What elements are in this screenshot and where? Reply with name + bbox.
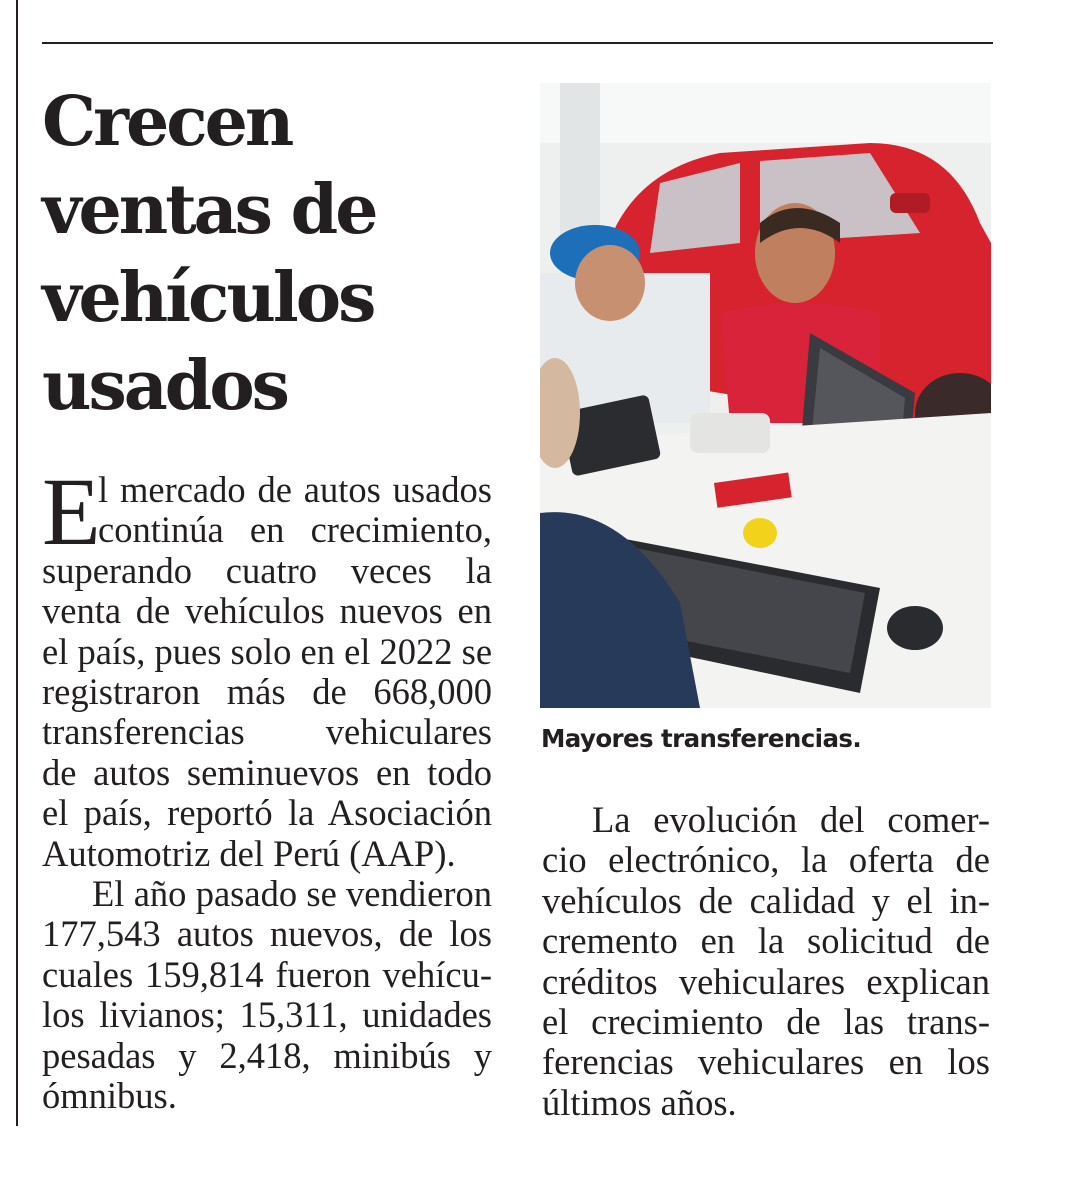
dealership-photo-illustration (540, 83, 991, 708)
text-line: ómnibus. (42, 1075, 177, 1117)
body-column-right (542, 800, 990, 1123)
text-line: el crecimiento de las trans- (542, 1001, 990, 1043)
paragraph-sales (42, 874, 492, 1116)
text-line: venta de vehículos nuevos en (42, 590, 492, 632)
text-line: pesadas y 2,418, minibús y (42, 1034, 492, 1076)
text-line: cio electrónico, la oferta de (542, 839, 990, 881)
headline-line: vehículos (42, 258, 374, 338)
text-line: ferencias vehiculares en los (542, 1041, 990, 1083)
article-photo (540, 83, 991, 708)
text-line: transferencias vehiculares (42, 711, 492, 753)
drop-cap: E (42, 458, 101, 565)
headline-line: usados (42, 346, 287, 426)
paragraph-drivers (542, 800, 990, 1123)
text-line: continúa en crecimiento, (98, 509, 492, 551)
photo-caption: Mayores transferencias. (541, 724, 862, 753)
text-line: registraron más de 668,000 (42, 671, 492, 713)
text-line: Automotriz del Perú (AAP). (42, 832, 456, 874)
paragraph-intro (42, 458, 493, 874)
section-rule-horizontal (42, 42, 993, 44)
text-line: vehículos de calidad y el in- (542, 879, 990, 921)
text-line: el país, reportó la Asociación (42, 792, 492, 834)
headline-line: Crecen (42, 82, 292, 162)
text-line: l mercado de autos usados (98, 469, 492, 510)
headline (42, 78, 522, 430)
text-line: últimos años. (542, 1081, 737, 1123)
text-line: cuales 159,814 fueron vehícu- (42, 953, 492, 995)
text-line: los livianos; 15,311, unidades (42, 994, 492, 1036)
text-line: superando cuatro veces la (42, 549, 492, 591)
text-line: de autos seminuevos en todo (42, 751, 492, 793)
text-line: cremento en la solicitud de (542, 920, 990, 962)
text-line: el país, pues solo en el 2022 se (42, 630, 493, 672)
column-rule-vertical (16, 0, 18, 1126)
text-line: 177,543 autos nuevos, de los (42, 913, 492, 955)
text-line: La evolución del comer- (592, 799, 990, 840)
body-column-left (42, 458, 493, 1117)
text-line: créditos vehiculares explican (542, 960, 990, 1002)
headline-line: ventas de (42, 170, 376, 250)
text-line: El año pasado se vendieron (92, 873, 492, 915)
